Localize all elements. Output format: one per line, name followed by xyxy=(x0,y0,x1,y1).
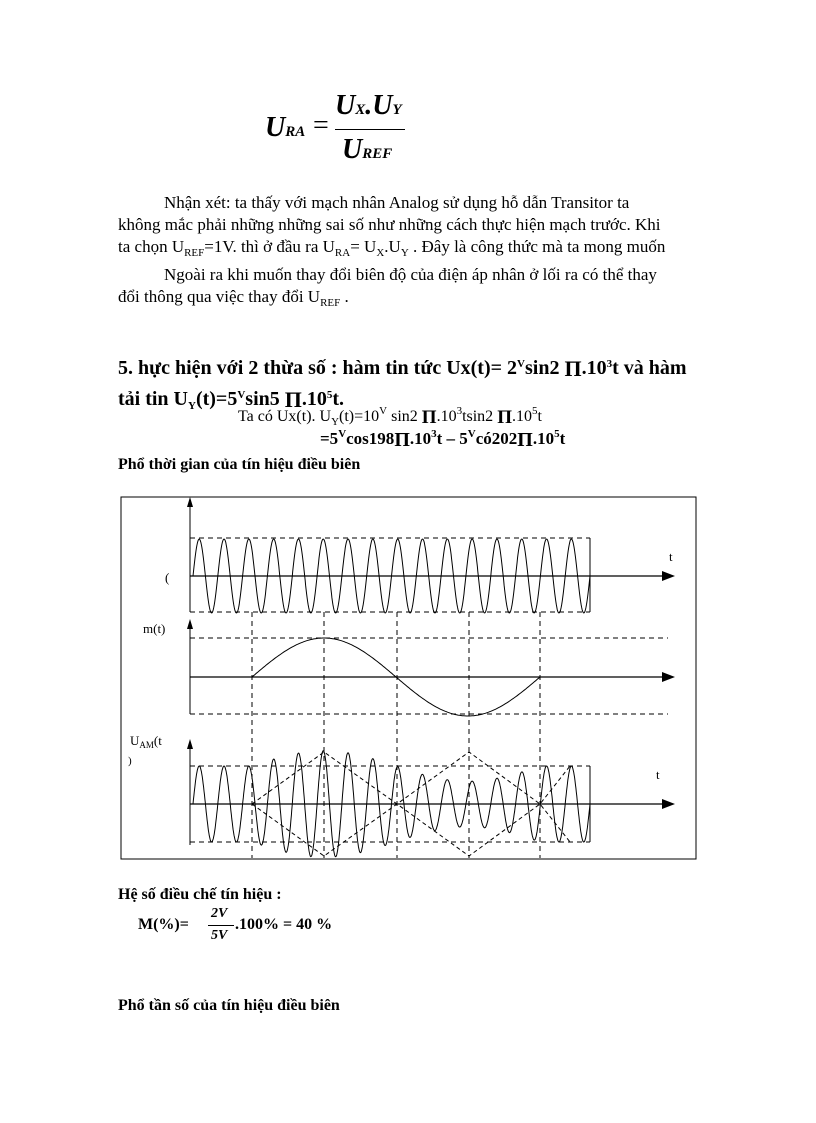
remark-line-3: ta chọn $U_{REF}=1V$. thì ở đầu ra $U_{RA}= U_X.U_Y$ . Đây là công thức mà ta mong muốn xyxy=(118,237,666,259)
modulation-lhs: M(%)= xyxy=(138,916,189,933)
formula-equals: = xyxy=(313,110,329,141)
am-t-label: t xyxy=(656,767,660,782)
section-5-heading-line-2: tải tin $U_Y(t)=5^V\sin 5$ $\Pi.10^5t$. xyxy=(118,387,345,412)
carrier-x-arrow xyxy=(662,571,675,581)
carrier-panel xyxy=(165,497,675,613)
modulation-denominator: 5V xyxy=(211,928,228,943)
carrier-y-arrow xyxy=(187,497,193,507)
remark-line-2: không mắc phải những những sai số như những cách thực hiện mạch trước. Khi xyxy=(118,215,661,234)
carrier-t-label: t xyxy=(669,549,673,564)
time-spectrum-title: Phổ thời gian của tín hiệu điều biên xyxy=(118,456,361,473)
am-envelope-upper xyxy=(252,752,570,804)
remark-line-4: Ngoài ra khi muốn thay đổi biên độ của điện áp nhân ở lối ra có thể thay xyxy=(164,265,657,284)
product-equation-line-1: Ta có Ux(t). $U_Y(t)=10^V$ sin2 $\Pi.10^3tsin2$ $\Pi.10^5t$ xyxy=(238,405,542,428)
modulation-fraction-bar xyxy=(208,925,234,926)
modulation-numerator: 2V xyxy=(211,906,228,921)
am-label: $U_{AM}(t$ xyxy=(130,733,162,750)
formula-numerator: UX.UY xyxy=(335,90,402,121)
message-y-arrow xyxy=(187,619,193,629)
modulation-formula xyxy=(138,906,398,956)
am-envelope-lower xyxy=(252,804,570,856)
modulation-title: Hệ số điều chế tín hiệu : xyxy=(118,886,282,903)
product-equation-line-2: $=5^V\cos 198\Pi.10^3t$ – $5^Vcó202\Pi.10^5t$ xyxy=(320,428,566,451)
formula-lhs: URA xyxy=(265,112,306,143)
am-panel xyxy=(128,733,675,857)
am-label-extra: ) xyxy=(128,755,132,767)
section-5-heading-line-1: 5. hực hiện với 2 thừa số : hàm tin tức $Ux(t)= 2^V\sin 2$ $\Pi.10^3t$ và hàm xyxy=(118,356,687,381)
am-y-arrow xyxy=(187,739,193,749)
formula-denominator: UREF xyxy=(342,134,393,165)
message-label: m(t) xyxy=(143,621,166,636)
modulation-rhs: .100% = 40 % xyxy=(235,916,333,933)
message-panel xyxy=(143,619,675,716)
remark-line-5: đổi thông qua việc thay đổi $U_{REF}$ . xyxy=(118,287,349,309)
figure-frame xyxy=(121,497,696,859)
am-x-arrow xyxy=(662,799,675,809)
carrier-label: ( xyxy=(165,570,170,585)
remark-line-1: Nhận xét: ta thấy với mạch nhân Analog sử dụng hỗ dẫn Transitor ta xyxy=(164,193,630,212)
freq-spectrum-title: Phổ tần số của tín hiệu điều biên xyxy=(118,997,340,1014)
vertical-guides xyxy=(252,612,540,858)
